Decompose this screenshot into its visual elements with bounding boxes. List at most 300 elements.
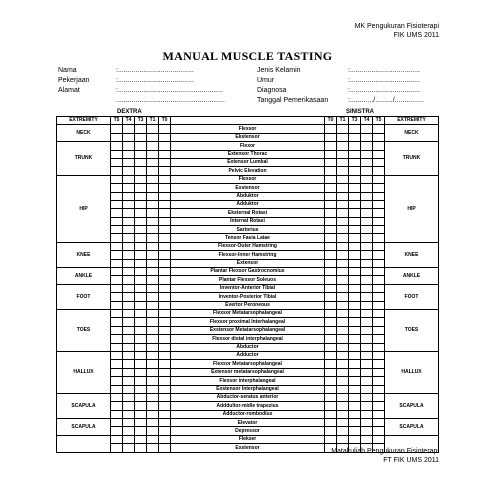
grade-cell-sinistra[interactable] (373, 276, 385, 284)
grade-cell-dextra[interactable] (147, 142, 159, 150)
grade-cell-dextra[interactable] (135, 419, 147, 427)
grade-cell-sinistra[interactable] (325, 435, 337, 443)
grade-cell-sinistra[interactable] (349, 284, 361, 292)
grade-cell-dextra[interactable] (123, 393, 135, 401)
grade-cell-dextra[interactable] (147, 419, 159, 427)
grade-cell-dextra[interactable] (147, 385, 159, 393)
grade-cell-sinistra[interactable] (373, 125, 385, 133)
grade-cell-dextra[interactable] (123, 284, 135, 292)
grade-cell-sinistra[interactable] (337, 335, 349, 343)
grade-cell-sinistra[interactable] (361, 318, 373, 326)
grade-cell-sinistra[interactable] (373, 335, 385, 343)
grade-cell-dextra[interactable] (123, 318, 135, 326)
grade-cell-dextra[interactable] (147, 377, 159, 385)
grade-cell-dextra[interactable] (159, 402, 171, 410)
grade-cell-dextra[interactable] (123, 427, 135, 435)
grade-cell-sinistra[interactable] (349, 427, 361, 435)
grade-cell-sinistra[interactable] (325, 133, 337, 141)
grade-cell-dextra[interactable] (111, 175, 123, 183)
grade-cell-dextra[interactable] (135, 226, 147, 234)
grade-cell-dextra[interactable] (111, 284, 123, 292)
grade-cell-dextra[interactable] (159, 301, 171, 309)
grade-cell-sinistra[interactable] (337, 175, 349, 183)
form-field-alamat[interactable]: :...................................................... (116, 87, 223, 94)
grade-cell-sinistra[interactable] (361, 200, 373, 208)
grade-cell-sinistra[interactable] (337, 301, 349, 309)
grade-cell-dextra[interactable] (123, 326, 135, 334)
grade-cell-dextra[interactable] (159, 167, 171, 175)
grade-cell-sinistra[interactable] (337, 142, 349, 150)
grade-cell-sinistra[interactable] (373, 351, 385, 359)
grade-cell-dextra[interactable] (135, 200, 147, 208)
grade-cell-sinistra[interactable] (349, 125, 361, 133)
grade-cell-sinistra[interactable] (337, 234, 349, 242)
grade-cell-dextra[interactable] (111, 259, 123, 267)
grade-cell-dextra[interactable] (135, 175, 147, 183)
grade-cell-dextra[interactable] (135, 402, 147, 410)
grade-cell-dextra[interactable] (135, 268, 147, 276)
grade-cell-sinistra[interactable] (337, 393, 349, 401)
grade-cell-dextra[interactable] (123, 444, 135, 452)
grade-cell-dextra[interactable] (123, 301, 135, 309)
grade-cell-dextra[interactable] (159, 326, 171, 334)
grade-cell-dextra[interactable] (159, 200, 171, 208)
grade-cell-dextra[interactable] (159, 259, 171, 267)
grade-cell-sinistra[interactable] (325, 217, 337, 225)
grade-cell-dextra[interactable] (135, 167, 147, 175)
grade-cell-sinistra[interactable] (373, 184, 385, 192)
grade-cell-dextra[interactable] (123, 268, 135, 276)
grade-cell-sinistra[interactable] (325, 301, 337, 309)
grade-cell-dextra[interactable] (147, 410, 159, 418)
grade-cell-sinistra[interactable] (349, 251, 361, 259)
grade-cell-dextra[interactable] (135, 360, 147, 368)
grade-cell-sinistra[interactable] (349, 309, 361, 317)
grade-cell-dextra[interactable] (111, 427, 123, 435)
grade-cell-sinistra[interactable] (361, 226, 373, 234)
grade-cell-sinistra[interactable] (361, 167, 373, 175)
grade-cell-dextra[interactable] (111, 234, 123, 242)
form-field-jenis-kelamin[interactable]: :.................................... (348, 67, 420, 74)
grade-cell-sinistra[interactable] (373, 368, 385, 376)
grade-cell-dextra[interactable] (159, 343, 171, 351)
grade-cell-sinistra[interactable] (373, 318, 385, 326)
grade-cell-sinistra[interactable] (349, 326, 361, 334)
grade-cell-sinistra[interactable] (325, 284, 337, 292)
grade-cell-sinistra[interactable] (337, 133, 349, 141)
grade-cell-dextra[interactable] (135, 192, 147, 200)
grade-cell-sinistra[interactable] (349, 242, 361, 250)
grade-cell-dextra[interactable] (147, 435, 159, 443)
grade-cell-sinistra[interactable] (325, 360, 337, 368)
grade-cell-sinistra[interactable] (337, 200, 349, 208)
grade-cell-dextra[interactable] (111, 377, 123, 385)
grade-cell-sinistra[interactable] (373, 175, 385, 183)
grade-cell-dextra[interactable] (159, 276, 171, 284)
grade-cell-dextra[interactable] (123, 402, 135, 410)
grade-cell-sinistra[interactable] (373, 251, 385, 259)
grade-cell-sinistra[interactable] (325, 209, 337, 217)
grade-cell-sinistra[interactable] (337, 351, 349, 359)
grade-cell-sinistra[interactable] (373, 226, 385, 234)
grade-cell-dextra[interactable] (123, 209, 135, 217)
grade-cell-sinistra[interactable] (361, 419, 373, 427)
grade-cell-dextra[interactable] (159, 351, 171, 359)
grade-cell-dextra[interactable] (123, 276, 135, 284)
grade-cell-dextra[interactable] (147, 427, 159, 435)
grade-cell-sinistra[interactable] (325, 343, 337, 351)
grade-cell-dextra[interactable] (135, 133, 147, 141)
grade-cell-dextra[interactable] (111, 410, 123, 418)
grade-cell-dextra[interactable] (123, 410, 135, 418)
grade-cell-sinistra[interactable] (361, 427, 373, 435)
grade-cell-sinistra[interactable] (373, 360, 385, 368)
grade-cell-sinistra[interactable] (337, 435, 349, 443)
grade-cell-dextra[interactable] (135, 276, 147, 284)
grade-cell-sinistra[interactable] (337, 167, 349, 175)
grade-cell-dextra[interactable] (159, 410, 171, 418)
grade-cell-dextra[interactable] (159, 158, 171, 166)
grade-cell-sinistra[interactable] (325, 293, 337, 301)
grade-cell-sinistra[interactable] (361, 343, 373, 351)
grade-cell-sinistra[interactable] (325, 377, 337, 385)
grade-cell-dextra[interactable] (135, 427, 147, 435)
grade-cell-sinistra[interactable] (361, 393, 373, 401)
grade-cell-sinistra[interactable] (349, 368, 361, 376)
grade-cell-sinistra[interactable] (337, 419, 349, 427)
grade-cell-sinistra[interactable] (373, 133, 385, 141)
grade-cell-dextra[interactable] (159, 217, 171, 225)
grade-cell-dextra[interactable] (135, 293, 147, 301)
grade-cell-sinistra[interactable] (337, 293, 349, 301)
grade-cell-sinistra[interactable] (361, 284, 373, 292)
grade-cell-sinistra[interactable] (361, 133, 373, 141)
grade-cell-sinistra[interactable] (337, 158, 349, 166)
grade-cell-sinistra[interactable] (337, 309, 349, 317)
grade-cell-sinistra[interactable] (325, 167, 337, 175)
grade-cell-sinistra[interactable] (349, 301, 361, 309)
grade-cell-dextra[interactable] (147, 284, 159, 292)
grade-cell-sinistra[interactable] (373, 427, 385, 435)
grade-cell-sinistra[interactable] (361, 150, 373, 158)
form-field-pekerjaan[interactable]: :....................................... (116, 77, 194, 84)
grade-cell-dextra[interactable] (123, 293, 135, 301)
grade-cell-sinistra[interactable] (361, 385, 373, 393)
grade-cell-dextra[interactable] (135, 318, 147, 326)
grade-cell-dextra[interactable] (135, 242, 147, 250)
grade-cell-sinistra[interactable] (337, 184, 349, 192)
grade-cell-dextra[interactable] (123, 419, 135, 427)
grade-cell-sinistra[interactable] (349, 226, 361, 234)
grade-cell-sinistra[interactable] (361, 242, 373, 250)
grade-cell-dextra[interactable] (135, 444, 147, 452)
grade-cell-sinistra[interactable] (361, 301, 373, 309)
grade-cell-dextra[interactable] (159, 226, 171, 234)
grade-cell-dextra[interactable] (123, 217, 135, 225)
grade-cell-sinistra[interactable] (373, 326, 385, 334)
grade-cell-sinistra[interactable] (325, 175, 337, 183)
grade-cell-sinistra[interactable] (361, 377, 373, 385)
grade-cell-sinistra[interactable] (361, 335, 373, 343)
grade-cell-dextra[interactable] (147, 343, 159, 351)
grade-cell-sinistra[interactable] (373, 167, 385, 175)
grade-cell-sinistra[interactable] (325, 268, 337, 276)
grade-cell-sinistra[interactable] (349, 293, 361, 301)
grade-cell-dextra[interactable] (135, 343, 147, 351)
grade-cell-sinistra[interactable] (349, 184, 361, 192)
grade-cell-sinistra[interactable] (337, 217, 349, 225)
grade-cell-dextra[interactable] (123, 125, 135, 133)
grade-cell-sinistra[interactable] (361, 402, 373, 410)
grade-cell-sinistra[interactable] (325, 234, 337, 242)
form-field-umur[interactable]: :.................................... (348, 77, 420, 84)
grade-cell-sinistra[interactable] (349, 175, 361, 183)
form-field-diagnosa[interactable]: :.................................... (348, 87, 420, 94)
grade-cell-sinistra[interactable] (349, 234, 361, 242)
grade-cell-sinistra[interactable] (373, 242, 385, 250)
grade-cell-sinistra[interactable] (349, 276, 361, 284)
grade-cell-dextra[interactable] (135, 259, 147, 267)
grade-cell-dextra[interactable] (135, 335, 147, 343)
grade-cell-sinistra[interactable] (373, 393, 385, 401)
grade-cell-sinistra[interactable] (349, 209, 361, 217)
grade-cell-sinistra[interactable] (337, 318, 349, 326)
grade-cell-dextra[interactable] (111, 318, 123, 326)
grade-cell-sinistra[interactable] (325, 351, 337, 359)
grade-cell-dextra[interactable] (147, 368, 159, 376)
grade-cell-sinistra[interactable] (337, 360, 349, 368)
grade-cell-dextra[interactable] (159, 444, 171, 452)
grade-cell-sinistra[interactable] (337, 343, 349, 351)
grade-cell-dextra[interactable] (135, 158, 147, 166)
grade-cell-dextra[interactable] (111, 142, 123, 150)
grade-cell-dextra[interactable] (123, 360, 135, 368)
grade-cell-dextra[interactable] (135, 393, 147, 401)
grade-cell-dextra[interactable] (111, 351, 123, 359)
grade-cell-dextra[interactable] (111, 444, 123, 452)
grade-cell-dextra[interactable] (111, 133, 123, 141)
grade-cell-sinistra[interactable] (373, 435, 385, 443)
grade-cell-dextra[interactable] (123, 251, 135, 259)
grade-cell-dextra[interactable] (159, 142, 171, 150)
grade-cell-sinistra[interactable] (337, 242, 349, 250)
grade-cell-dextra[interactable] (147, 326, 159, 334)
grade-cell-dextra[interactable] (135, 368, 147, 376)
grade-cell-sinistra[interactable] (361, 175, 373, 183)
grade-cell-dextra[interactable] (159, 385, 171, 393)
grade-cell-sinistra[interactable] (337, 284, 349, 292)
grade-cell-sinistra[interactable] (349, 192, 361, 200)
grade-cell-sinistra[interactable] (373, 309, 385, 317)
grade-cell-sinistra[interactable] (337, 326, 349, 334)
grade-cell-sinistra[interactable] (325, 276, 337, 284)
grade-cell-sinistra[interactable] (325, 158, 337, 166)
grade-cell-sinistra[interactable] (361, 158, 373, 166)
grade-cell-sinistra[interactable] (325, 251, 337, 259)
grade-cell-dextra[interactable] (111, 301, 123, 309)
grade-cell-sinistra[interactable] (373, 234, 385, 242)
grade-cell-dextra[interactable] (147, 209, 159, 217)
grade-cell-dextra[interactable] (159, 133, 171, 141)
grade-cell-dextra[interactable] (111, 200, 123, 208)
grade-cell-dextra[interactable] (135, 385, 147, 393)
grade-cell-sinistra[interactable] (349, 385, 361, 393)
form-field-nama[interactable]: :....................................... (116, 67, 194, 74)
grade-cell-dextra[interactable] (135, 234, 147, 242)
grade-cell-sinistra[interactable] (337, 385, 349, 393)
grade-cell-dextra[interactable] (111, 251, 123, 259)
grade-cell-dextra[interactable] (123, 133, 135, 141)
grade-cell-dextra[interactable] (159, 209, 171, 217)
grade-cell-dextra[interactable] (159, 360, 171, 368)
grade-cell-sinistra[interactable] (349, 158, 361, 166)
grade-cell-dextra[interactable] (123, 385, 135, 393)
grade-cell-sinistra[interactable] (325, 150, 337, 158)
grade-cell-dextra[interactable] (123, 377, 135, 385)
grade-cell-sinistra[interactable] (337, 226, 349, 234)
grade-cell-dextra[interactable] (147, 192, 159, 200)
grade-cell-sinistra[interactable] (373, 301, 385, 309)
grade-cell-sinistra[interactable] (373, 200, 385, 208)
grade-cell-sinistra[interactable] (361, 125, 373, 133)
grade-cell-dextra[interactable] (123, 351, 135, 359)
grade-cell-sinistra[interactable] (361, 276, 373, 284)
grade-cell-dextra[interactable] (147, 184, 159, 192)
grade-cell-sinistra[interactable] (349, 360, 361, 368)
grade-cell-dextra[interactable] (147, 158, 159, 166)
grade-cell-dextra[interactable] (123, 167, 135, 175)
grade-cell-sinistra[interactable] (337, 259, 349, 267)
grade-cell-dextra[interactable] (159, 427, 171, 435)
grade-cell-sinistra[interactable] (373, 293, 385, 301)
grade-cell-dextra[interactable] (135, 150, 147, 158)
grade-cell-dextra[interactable] (147, 226, 159, 234)
grade-cell-dextra[interactable] (111, 226, 123, 234)
grade-cell-sinistra[interactable] (361, 351, 373, 359)
grade-cell-dextra[interactable] (159, 284, 171, 292)
grade-cell-sinistra[interactable] (337, 209, 349, 217)
grade-cell-sinistra[interactable] (325, 192, 337, 200)
grade-cell-dextra[interactable] (147, 301, 159, 309)
grade-cell-sinistra[interactable] (325, 419, 337, 427)
grade-cell-sinistra[interactable] (325, 125, 337, 133)
grade-cell-dextra[interactable] (147, 217, 159, 225)
grade-cell-dextra[interactable] (123, 368, 135, 376)
grade-cell-sinistra[interactable] (361, 217, 373, 225)
grade-cell-sinistra[interactable] (373, 150, 385, 158)
grade-cell-sinistra[interactable] (373, 385, 385, 393)
grade-cell-dextra[interactable] (123, 309, 135, 317)
grade-cell-sinistra[interactable] (349, 435, 361, 443)
grade-cell-sinistra[interactable] (325, 410, 337, 418)
grade-cell-sinistra[interactable] (349, 167, 361, 175)
grade-cell-dextra[interactable] (135, 284, 147, 292)
grade-cell-dextra[interactable] (147, 335, 159, 343)
grade-cell-sinistra[interactable] (337, 150, 349, 158)
grade-cell-dextra[interactable] (123, 142, 135, 150)
grade-cell-sinistra[interactable] (325, 259, 337, 267)
grade-cell-sinistra[interactable] (325, 393, 337, 401)
grade-cell-dextra[interactable] (159, 251, 171, 259)
grade-cell-sinistra[interactable] (361, 184, 373, 192)
grade-cell-dextra[interactable] (135, 410, 147, 418)
grade-cell-sinistra[interactable] (361, 142, 373, 150)
grade-cell-sinistra[interactable] (373, 268, 385, 276)
grade-cell-sinistra[interactable] (325, 326, 337, 334)
grade-cell-dextra[interactable] (159, 393, 171, 401)
form-field-alamat-cont[interactable]: ........................................................ (116, 97, 225, 104)
grade-cell-dextra[interactable] (111, 158, 123, 166)
grade-cell-sinistra[interactable] (361, 268, 373, 276)
grade-cell-dextra[interactable] (135, 309, 147, 317)
grade-cell-sinistra[interactable] (349, 217, 361, 225)
grade-cell-dextra[interactable] (159, 435, 171, 443)
grade-cell-dextra[interactable] (111, 343, 123, 351)
grade-cell-dextra[interactable] (135, 184, 147, 192)
grade-cell-dextra[interactable] (111, 293, 123, 301)
grade-cell-dextra[interactable] (147, 251, 159, 259)
grade-cell-dextra[interactable] (111, 368, 123, 376)
grade-cell-sinistra[interactable] (337, 192, 349, 200)
grade-cell-sinistra[interactable] (337, 402, 349, 410)
grade-cell-dextra[interactable] (159, 377, 171, 385)
grade-cell-dextra[interactable] (159, 125, 171, 133)
grade-cell-dextra[interactable] (135, 435, 147, 443)
grade-cell-dextra[interactable] (147, 125, 159, 133)
grade-cell-sinistra[interactable] (349, 351, 361, 359)
grade-cell-sinistra[interactable] (361, 410, 373, 418)
grade-cell-sinistra[interactable] (361, 360, 373, 368)
grade-cell-dextra[interactable] (111, 335, 123, 343)
grade-cell-dextra[interactable] (147, 402, 159, 410)
grade-cell-sinistra[interactable] (337, 268, 349, 276)
grade-cell-sinistra[interactable] (361, 251, 373, 259)
grade-cell-dextra[interactable] (147, 360, 159, 368)
grade-cell-dextra[interactable] (147, 268, 159, 276)
grade-cell-sinistra[interactable] (373, 343, 385, 351)
grade-cell-dextra[interactable] (111, 393, 123, 401)
grade-cell-sinistra[interactable] (373, 259, 385, 267)
grade-cell-sinistra[interactable] (373, 419, 385, 427)
grade-cell-dextra[interactable] (135, 217, 147, 225)
grade-cell-dextra[interactable] (147, 276, 159, 284)
grade-cell-sinistra[interactable] (325, 402, 337, 410)
grade-cell-sinistra[interactable] (325, 200, 337, 208)
grade-cell-dextra[interactable] (123, 192, 135, 200)
grade-cell-dextra[interactable] (135, 351, 147, 359)
grade-cell-dextra[interactable] (147, 167, 159, 175)
grade-cell-sinistra[interactable] (361, 293, 373, 301)
grade-cell-dextra[interactable] (111, 209, 123, 217)
grade-cell-dextra[interactable] (111, 360, 123, 368)
grade-cell-dextra[interactable] (159, 268, 171, 276)
grade-cell-dextra[interactable] (123, 343, 135, 351)
grade-cell-dextra[interactable] (123, 259, 135, 267)
grade-cell-dextra[interactable] (159, 175, 171, 183)
grade-cell-dextra[interactable] (123, 234, 135, 242)
grade-cell-dextra[interactable] (111, 419, 123, 427)
grade-cell-sinistra[interactable] (337, 251, 349, 259)
grade-cell-sinistra[interactable] (325, 142, 337, 150)
grade-cell-sinistra[interactable] (373, 158, 385, 166)
grade-cell-sinistra[interactable] (373, 142, 385, 150)
grade-cell-sinistra[interactable] (349, 142, 361, 150)
grade-cell-sinistra[interactable] (349, 419, 361, 427)
grade-cell-dextra[interactable] (159, 192, 171, 200)
grade-cell-dextra[interactable] (159, 293, 171, 301)
grade-cell-dextra[interactable] (147, 200, 159, 208)
grade-cell-sinistra[interactable] (349, 410, 361, 418)
